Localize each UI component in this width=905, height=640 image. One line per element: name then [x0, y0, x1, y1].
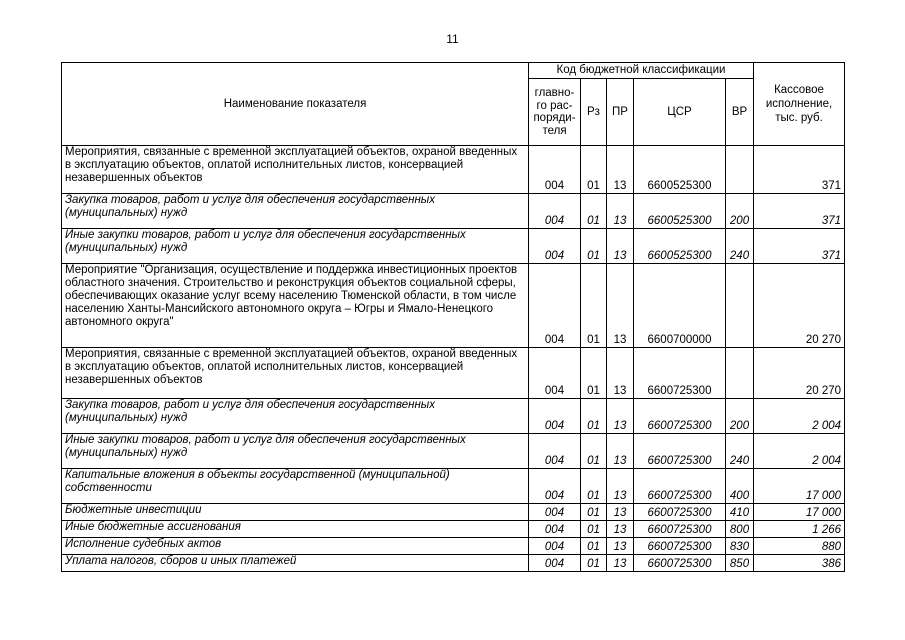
row-pr-code: 13	[607, 146, 634, 194]
table-row	[62, 504, 845, 521]
table-row	[62, 521, 845, 538]
row-name: Иные закупки товаров, работ и услуг для обеспечения государственных (муниципальных) нужд	[62, 434, 529, 469]
row-vr-code: 400	[726, 469, 754, 504]
table-row	[62, 146, 845, 194]
row-gl-code: 004	[529, 264, 581, 348]
header-pr: ПР	[607, 79, 634, 146]
row-csr-code: 6600525300	[634, 146, 726, 194]
row-csr-code: 6600725300	[634, 521, 726, 538]
row-amount: 20 270	[754, 264, 845, 348]
header-code-group: Код бюджетной классификации	[529, 63, 754, 79]
table-row	[62, 555, 845, 572]
row-rz-code: 01	[581, 194, 607, 229]
row-amount: 371	[754, 194, 845, 229]
row-name: Иные бюджетные ассигнования	[62, 521, 529, 538]
row-gl-code: 004	[529, 194, 581, 229]
header-cash: Кассовое исполнение, тыс. руб.	[754, 63, 845, 146]
row-pr-code: 13	[607, 264, 634, 348]
row-csr-code: 6600725300	[634, 469, 726, 504]
row-amount: 2 004	[754, 399, 845, 434]
row-rz-code: 01	[581, 348, 607, 399]
row-gl-code: 004	[529, 146, 581, 194]
row-amount: 1 266	[754, 521, 845, 538]
row-gl-code: 004	[529, 504, 581, 521]
row-gl-code: 004	[529, 538, 581, 555]
row-name: Мероприятие "Организация, осуществление и поддержка инвестиционных проектов областного значения. Строительство и реконструкция объектов социальной сферы, обеспечивающих оказание услуг всему населению Тюменской области, в том числе населению Ханты-Мансийского автономного округа – Югры и Ямало-Ненецкого автономного округа"	[62, 264, 529, 348]
row-rz-code: 01	[581, 469, 607, 504]
row-vr-code: 830	[726, 538, 754, 555]
row-rz-code: 01	[581, 434, 607, 469]
row-csr-code: 6600700000	[634, 264, 726, 348]
row-vr-code: 200	[726, 194, 754, 229]
row-pr-code: 13	[607, 348, 634, 399]
page-number: 11	[446, 32, 459, 46]
table-row	[62, 469, 845, 504]
row-gl-code: 004	[529, 434, 581, 469]
budget-table	[61, 62, 845, 572]
row-rz-code: 01	[581, 504, 607, 521]
row-vr-code: 850	[726, 555, 754, 572]
row-csr-code: 6600725300	[634, 348, 726, 399]
row-vr-code: 410	[726, 504, 754, 521]
row-amount: 20 270	[754, 348, 845, 399]
row-gl-code: 004	[529, 229, 581, 264]
row-rz-code: 01	[581, 229, 607, 264]
row-amount: 17 000	[754, 469, 845, 504]
row-name: Мероприятия, связанные с временной эксплуатацией объектов, охраной введенных в эксплуатацию объектов, оплатой исполнительных листов, консервацией незавершенных объектов	[62, 348, 529, 399]
row-name: Закупка товаров, работ и услуг для обеспечения государственных (муниципальных) нужд	[62, 399, 529, 434]
row-amount: 17 000	[754, 504, 845, 521]
row-pr-code: 13	[607, 469, 634, 504]
row-vr-code: 240	[726, 229, 754, 264]
row-gl-code: 004	[529, 469, 581, 504]
row-pr-code: 13	[607, 434, 634, 469]
table-row	[62, 538, 845, 555]
header-gl: главно-го рас-поряди-теля	[529, 79, 581, 146]
row-csr-code: 6600725300	[634, 434, 726, 469]
row-vr-code	[726, 264, 754, 348]
row-pr-code: 13	[607, 555, 634, 572]
row-amount: 386	[754, 555, 845, 572]
row-name: Капитальные вложения в объекты государственной (муниципальной) собственности	[62, 469, 529, 504]
row-vr-code	[726, 348, 754, 399]
row-rz-code: 01	[581, 146, 607, 194]
row-vr-code: 800	[726, 521, 754, 538]
table-row	[62, 399, 845, 434]
row-pr-code: 13	[607, 504, 634, 521]
header-name: Наименование показателя	[62, 63, 529, 146]
row-name: Мероприятия, связанные с временной эксплуатацией объектов, охраной введенных в эксплуатацию объектов, оплатой исполнительных листов, консервацией незавершенных объектов	[62, 146, 529, 194]
row-csr-code: 6600725300	[634, 399, 726, 434]
header-csr: ЦСР	[634, 79, 726, 146]
row-rz-code: 01	[581, 264, 607, 348]
row-gl-code: 004	[529, 555, 581, 572]
row-csr-code: 6600525300	[634, 194, 726, 229]
row-csr-code: 6600725300	[634, 504, 726, 521]
row-name: Иные закупки товаров, работ и услуг для обеспечения государственных (муниципальных) нужд	[62, 229, 529, 264]
table-row	[62, 194, 845, 229]
row-name: Бюджетные инвестиции	[62, 504, 529, 521]
row-amount: 2 004	[754, 434, 845, 469]
row-amount: 371	[754, 146, 845, 194]
row-amount: 880	[754, 538, 845, 555]
row-rz-code: 01	[581, 521, 607, 538]
row-gl-code: 004	[529, 521, 581, 538]
table-row	[62, 434, 845, 469]
row-amount: 371	[754, 229, 845, 264]
row-rz-code: 01	[581, 555, 607, 572]
row-vr-code: 200	[726, 399, 754, 434]
row-name: Закупка товаров, работ и услуг для обеспечения государственных (муниципальных) нужд	[62, 194, 529, 229]
table-row	[62, 348, 845, 399]
header-vr: ВР	[726, 79, 754, 146]
row-pr-code: 13	[607, 229, 634, 264]
row-gl-code: 004	[529, 399, 581, 434]
row-rz-code: 01	[581, 399, 607, 434]
header-rz: Рз	[581, 79, 607, 146]
row-vr-code: 240	[726, 434, 754, 469]
row-csr-code: 6600725300	[634, 555, 726, 572]
row-vr-code	[726, 146, 754, 194]
row-csr-code: 6600725300	[634, 538, 726, 555]
row-pr-code: 13	[607, 399, 634, 434]
table-row	[62, 229, 845, 264]
row-pr-code: 13	[607, 538, 634, 555]
row-pr-code: 13	[607, 194, 634, 229]
row-name: Исполнение судебных актов	[62, 538, 529, 555]
table-row	[62, 264, 845, 348]
row-csr-code: 6600525300	[634, 229, 726, 264]
row-pr-code: 13	[607, 521, 634, 538]
row-name: Уплата налогов, сборов и иных платежей	[62, 555, 529, 572]
row-rz-code: 01	[581, 538, 607, 555]
row-gl-code: 004	[529, 348, 581, 399]
